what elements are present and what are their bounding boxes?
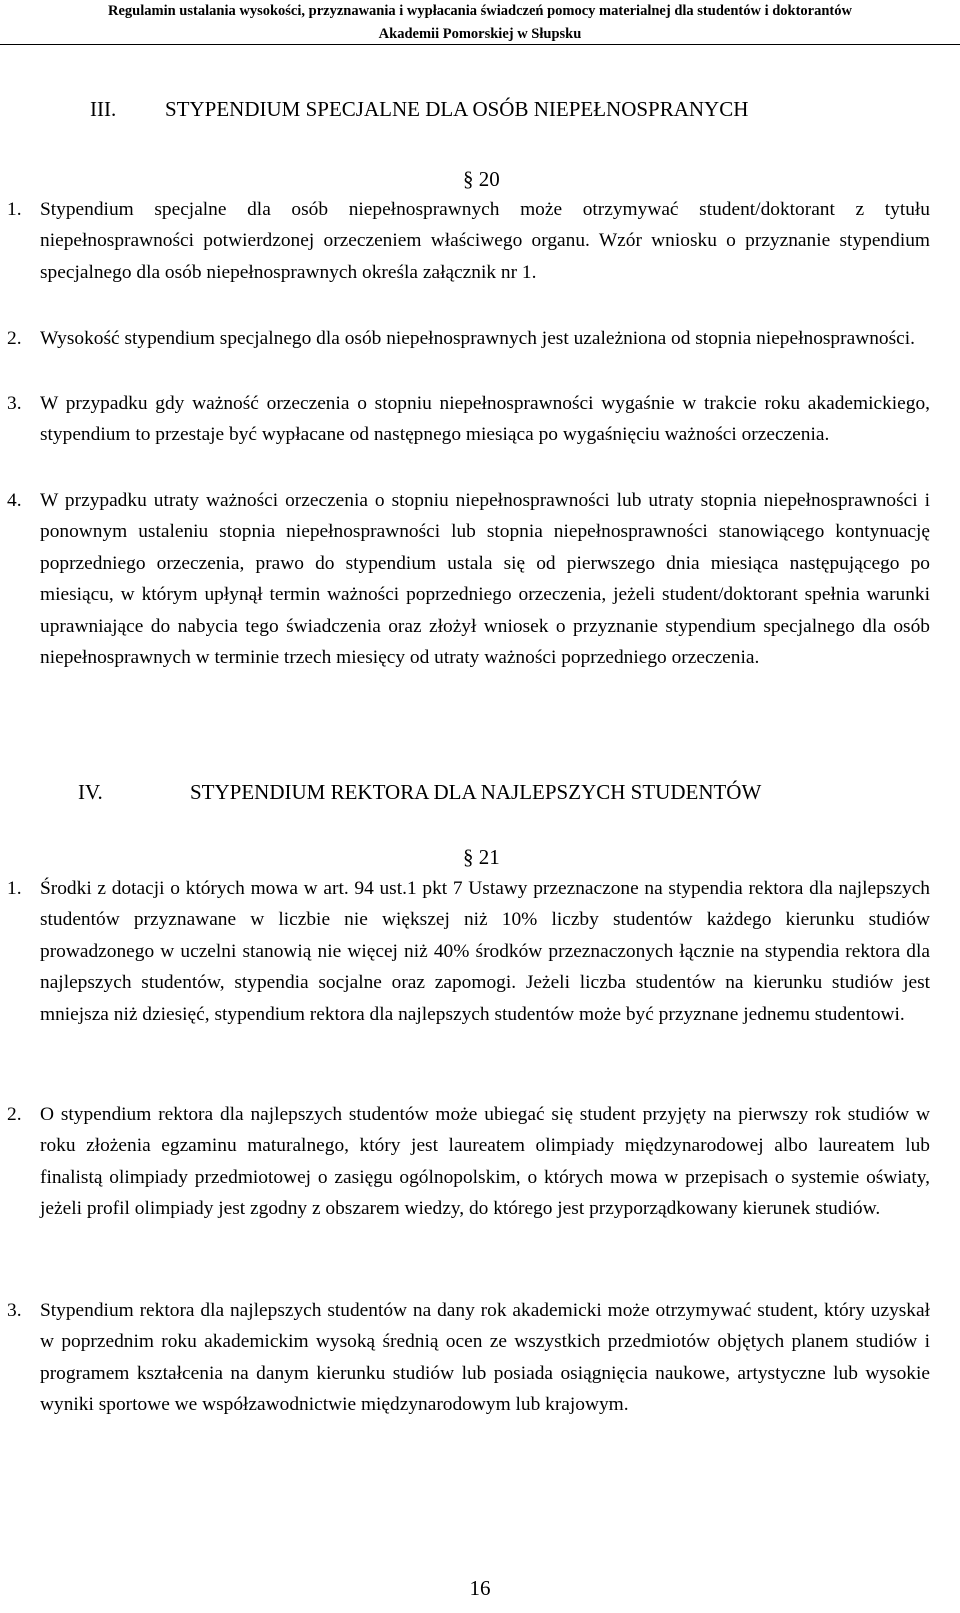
item-number: 2. bbox=[7, 328, 22, 349]
item-number: 4. bbox=[7, 490, 22, 511]
item-text: W przypadku utraty ważności orzeczenia o stopniu niepełnosprawności lub utraty stopnia niepełnosprawności i ponownym ustaleniu stopnia niepełnosprawności lub stopnia niepełnosprawności stanowiącego kontynuację poprzedniego orzeczenia, prawo do stypendium ustala się od pierwszego dnia miesiąca następującego po miesiącu, w którym upłynął termin ważności poprzedniego orzeczenia, jeżeli student/doktorant spełnia warunki uprawniające do nabycia tego świadczenia oraz złożył wniosek o przyznanie stypendium specjalnego dla osób niepełnosprawnych w terminie trzech miesięcy od utraty ważności poprzedniego orzeczenia. bbox=[40, 490, 930, 669]
item-text: O stypendium rektora dla najlepszych studentów może ubiegać się student przyjęty na pierwszy rok studiów w roku złożenia egzaminu maturalnego, który jest laureatem olimpiady międzynarodowej albo laureatem lub finalistą olimpiady przedmiotowej o zasięgu ogólnopolskim, o których mowa w przepisach o systemie oświaty, jeżeli profil olimpiady jest zgodny z obszarem wiedzy, do którego jest przyporządkowany kierunek studiów. bbox=[40, 1104, 930, 1220]
item-text: Stypendium specjalne dla osób niepełnosprawnych może otrzymywać student/doktorant z tytułu niepełnosprawności potwierdzonej orzeczeniem właściwego organu. Wzór wniosku o przyznanie stypendium specjalnego dla osób niepełnosprawnych określa załącznik nr 1. bbox=[40, 199, 930, 283]
item-number: 3. bbox=[7, 1300, 22, 1321]
paragraph-20: § 20 bbox=[463, 167, 500, 191]
item-text: Stypendium rektora dla najlepszych studentów na dany rok akademicki może otrzymywać student, który uzyskał w poprzednim roku akademickim wysoką średnią ocen ze wszystkich przedmiotów objętych planem studiów i programem kształcenia na danym kierunku studiów lub posiada osiągnięcia naukowe, artystyczne lub wysokie wyniki sportowe we współzawodnictwie międzynarodowym lub krajowym. bbox=[40, 1300, 930, 1416]
item-text: Środki z dotacji o których mowa w art. 94 ust.1 pkt 7 Ustawy przeznaczone na stypendia rektora dla najlepszych studentów przyznawane w liczbie nie większej niż 10% liczby studentów każdego kierunku studiów prowadzonego w uczelni stanowią nie więcej niż 40% środków przeznaczonych łącznie na stypendia rektora dla najlepszych studentów, stypendia socjalne oraz zapomogi. Jeżeli liczba studentów na kierunku studiów jest mniejsza niż dziesięć, stypendium rektora dla najlepszych studentów może być przyznane jednemu studentowi. bbox=[40, 878, 930, 1025]
item-number: 2. bbox=[7, 1104, 22, 1125]
page-number: 16 bbox=[469, 1576, 491, 1600]
section-iv-number: IV. bbox=[78, 780, 103, 804]
paragraph-21: § 21 bbox=[463, 845, 500, 869]
item-text: W przypadku gdy ważność orzeczenia o stopniu niepełnosprawności wygaśnie w trakcie roku akademickiego, stypendium to przestaje być wypłacane od następnego miesiąca po wygaśnięciu ważności orzeczenia. bbox=[40, 393, 930, 446]
item-number: 1. bbox=[7, 878, 22, 899]
header-line-1: Regulamin ustalania wysokości, przyznawania i wypłacania świadczeń pomocy materialnej dla studentów i doktorantów bbox=[108, 3, 852, 19]
header-line-2: Akademii Pomorskiej w Słupsku bbox=[378, 26, 582, 42]
item-number: 1. bbox=[7, 199, 22, 220]
section-iv-title: STYPENDIUM REKTORA DLA NAJLEPSZYCH STUDENTÓW bbox=[190, 780, 762, 804]
item-number: 3. bbox=[7, 393, 22, 414]
item-text: Wysokość stypendium specjalnego dla osób niepełnosprawnych jest uzależniona od stopnia niepełnosprawności. bbox=[40, 328, 915, 349]
section-iii-number: III. bbox=[90, 97, 117, 121]
section-iii-title: STYPENDIUM SPECJALNE DLA OSÓB NIEPEŁNOSPRANYCH bbox=[165, 97, 749, 121]
header-rule bbox=[0, 44, 960, 45]
running-header bbox=[0, 0, 960, 46]
